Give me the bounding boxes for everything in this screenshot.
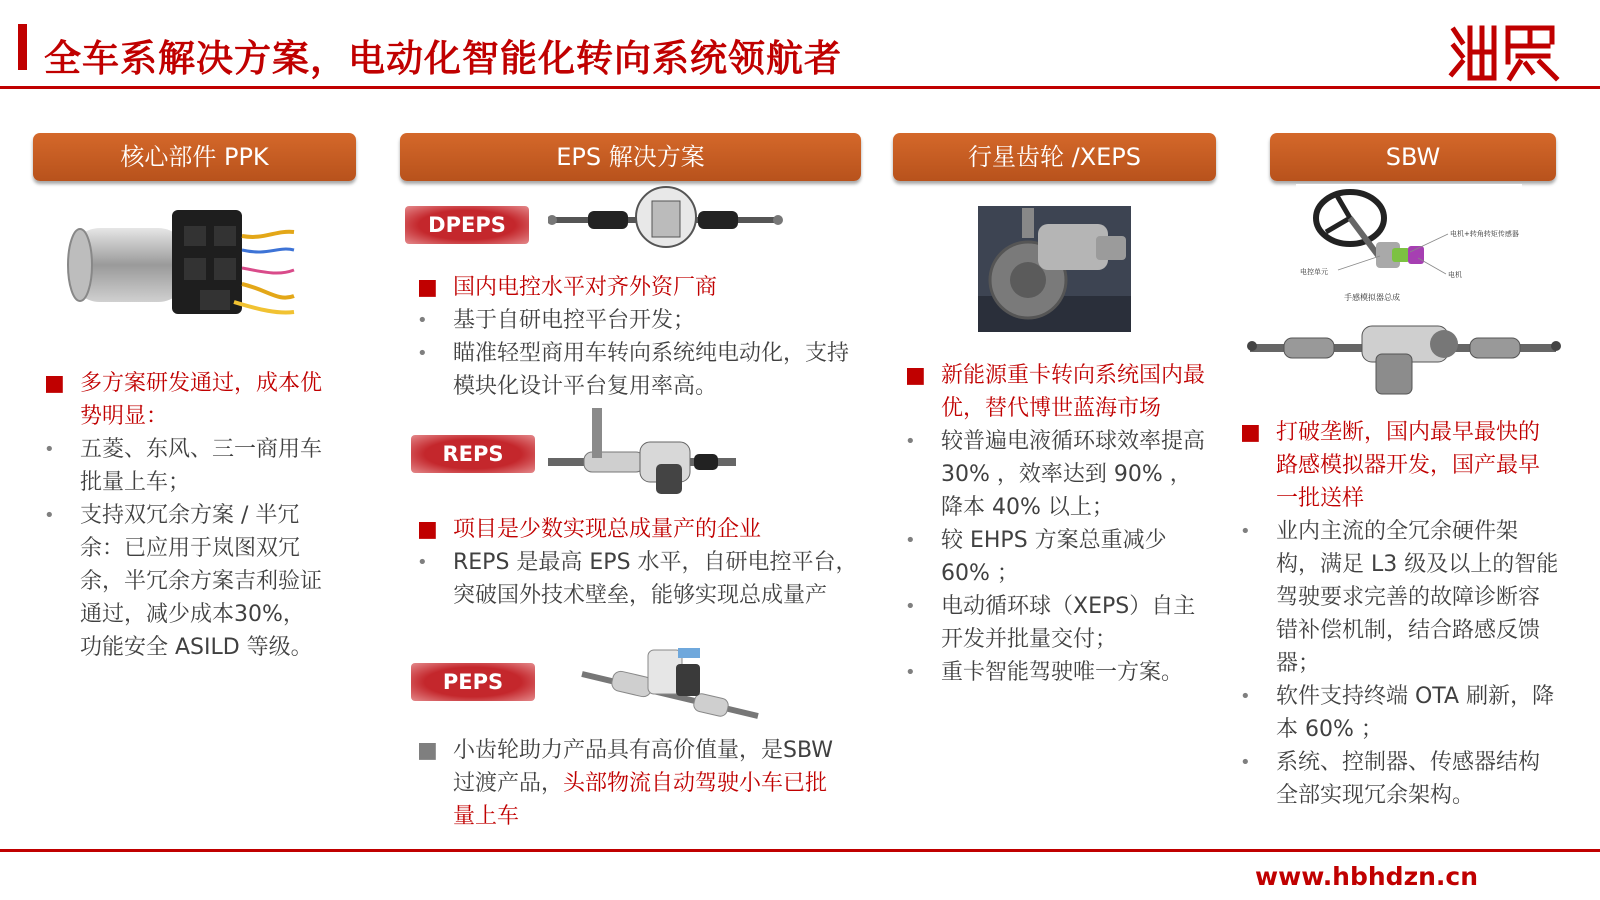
sbw-label-motor-sensor: 电机+转角转矩传感器	[1450, 230, 1519, 238]
ppk-item: • 支持双冗余方案 / 半冗余：已应用于岚图双冗余，半冗余方案吉利验证通过，减少成本30%，功能安全 ASILD 等级。	[44, 499, 326, 664]
sbw-lead-item: ■ 打破垄断，国内最早最快的路感模拟器开发，国产最早一批送样	[1240, 416, 1560, 515]
sbw-item: • 业内主流的全冗余硬件架构，满足 L3 级及以上的智能驾驶要求完善的故障诊断容错补偿机制，结合路感反馈器；	[1240, 515, 1560, 680]
company-logo-icon	[1448, 22, 1560, 82]
peps-label: PEPS	[411, 663, 535, 701]
sbw-text	[1240, 416, 1560, 812]
square-bullet-icon: ■	[417, 517, 438, 542]
bullet-icon: •	[905, 662, 916, 683]
header-ppk: 核心部件 PPK	[33, 133, 356, 181]
dpeps-lead-item: ■ 国内电控水平对齐外资厂商	[417, 271, 859, 304]
bullet-icon: •	[44, 505, 55, 526]
title-accent-bar	[18, 24, 27, 70]
page-title: 全车系解决方案，电动化智能化转向系统领航者	[44, 37, 842, 80]
footer-url-link[interactable]: www.hbhdzn.cn	[1255, 862, 1479, 891]
bullet-icon: •	[1240, 521, 1251, 542]
sbw-label-motor: 电机	[1448, 271, 1462, 279]
xeps-text	[905, 359, 1207, 689]
dpeps-text	[417, 271, 859, 403]
sbw-label-feedback: 手感模拟器总成	[1344, 293, 1400, 302]
bullet-icon: •	[1240, 752, 1251, 773]
dpeps-label: DPEPS	[405, 206, 529, 244]
square-bullet-icon: ■	[1240, 420, 1261, 445]
header-xeps: 行星齿轮 /XEPS	[893, 133, 1216, 181]
title-divider	[0, 86, 1600, 89]
xeps-lead-item: ■ 新能源重卡转向系统国内最优，替代博世蓝海市场	[905, 359, 1207, 425]
ppk-item: • 五菱、东风、三一商用车批量上车；	[44, 433, 326, 499]
xeps-item: • 电动循环球（XEPS）自主开发并批量交付；	[905, 590, 1207, 656]
reps-lead-item: ■ 项目是少数实现总成量产的企业	[417, 513, 863, 546]
xeps-item: • 较 EHPS 方案总重减少 60% ；	[905, 524, 1207, 590]
bullet-icon: •	[417, 310, 428, 331]
reps-text	[417, 513, 863, 612]
xeps-item: • 较普遍电液循环球效率提高 30% ，效率达到 90% ，降本 40% 以上；	[905, 425, 1207, 524]
peps-product-image	[578, 644, 762, 726]
dpeps-item: • 瞄准轻型商用车转向系统纯电动化，支持模块化设计平台复用率高。	[417, 337, 859, 403]
xeps-item: • 重卡智能驾驶唯一方案。	[905, 656, 1207, 689]
bullet-icon: •	[417, 343, 428, 364]
bullet-icon: •	[44, 439, 55, 460]
ppk-lead: 多方案研发通过，成本优势明显：	[80, 371, 323, 429]
reps-item: • REPS 是最高 EPS 水平，自研电控平台，突破国外技术壁垒，能够实现总成量产	[417, 546, 863, 612]
sbw-label-ecu: 电控单元	[1300, 268, 1328, 276]
reps-product-image	[544, 402, 740, 498]
square-bullet-icon: ■	[905, 363, 926, 388]
bullet-icon: •	[905, 431, 916, 452]
dpeps-item: • 基于自研电控平台开发；	[417, 304, 859, 337]
bullet-icon: •	[1240, 686, 1251, 707]
footer-divider	[0, 849, 1600, 852]
square-bullet-icon: ■	[417, 738, 438, 763]
sbw-rack-image	[1244, 318, 1564, 400]
sbw-item: • 软件支持终端 OTA 刷新，降本 60% ；	[1240, 680, 1560, 746]
square-bullet-icon: ■	[44, 371, 65, 396]
reps-label: REPS	[411, 435, 535, 473]
header-sbw: SBW	[1270, 133, 1556, 181]
dpeps-product-image	[548, 181, 784, 257]
header-eps: EPS 解决方案	[400, 133, 861, 181]
ppk-lead-item	[44, 367, 326, 433]
sbw-diagram-image	[1296, 184, 1522, 306]
bullet-icon: •	[417, 552, 428, 573]
sbw-item: • 系统、控制器、传感器结构全部实现冗余架构。	[1240, 746, 1560, 812]
bullet-icon: •	[905, 530, 916, 551]
peps-text	[417, 734, 847, 833]
ppk-text	[44, 367, 326, 664]
bullet-icon: •	[905, 596, 916, 617]
square-bullet-icon: ■	[417, 275, 438, 300]
xeps-product-image	[978, 206, 1131, 332]
peps-item: ■ 小齿轮助力产品具有高价值量，是SBW 过渡产品，头部物流自动驾驶小车已批量上车	[417, 734, 847, 833]
ppk-motor-image	[64, 206, 296, 322]
